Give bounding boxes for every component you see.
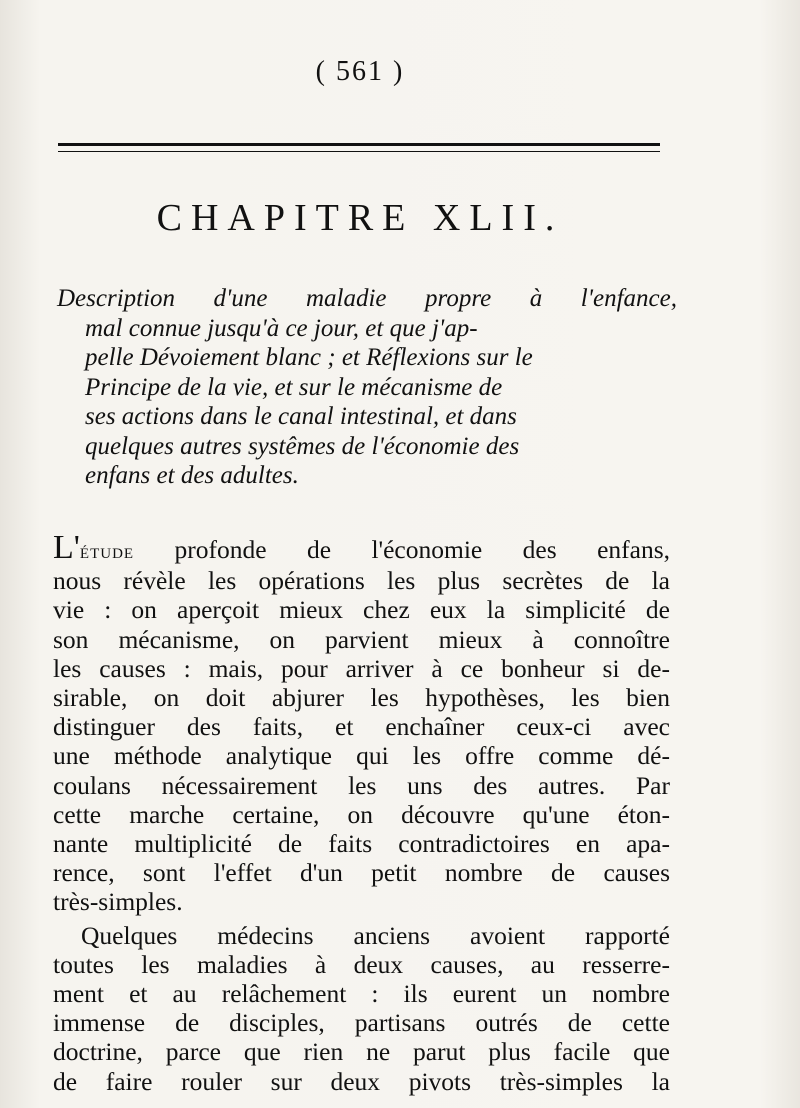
text-line: toutes les maladies à deux causes, au resserre-: [53, 949, 670, 979]
text-line: doctrine, parce que rien ne parut plus facile que: [53, 1037, 670, 1067]
text-line: une méthode analytique qui les offre comme dé-: [53, 741, 670, 771]
small-caps-word: étude: [79, 539, 135, 563]
subtitle-line: enfans et des adultes.: [85, 462, 299, 489]
chapter-title: CHAPITRE XLII.: [156, 197, 564, 239]
text-line: ment et au relâchement : ils eurent un nombre: [53, 979, 670, 1009]
text-line: très-simples.: [53, 887, 183, 917]
text-line: sirable, on doit abjurer les hypothèses, les bien: [53, 683, 670, 713]
chapter-subtitle: [57, 284, 677, 491]
text-line: coulans nécessairement les uns des autres. Par: [53, 770, 670, 800]
drop-cap: L': [53, 529, 80, 566]
paragraph-first-line: [53, 529, 670, 566]
subtitle-line: Principe de la vie, et sur le mécanisme de: [85, 373, 503, 401]
subtitle-line: Description d'une maladie propre à l'enfance,: [57, 285, 677, 312]
page-number: ( 561 ): [315, 56, 405, 87]
text-line: immense de disciples, partisans outrés de cette: [53, 1008, 670, 1038]
text-line: son mécanisme, on parvient mieux à connoître: [53, 624, 670, 654]
text-line: profonde de l'économie des enfans,: [134, 535, 670, 564]
subtitle-line: ses actions dans le canal intestinal, et dans: [85, 403, 517, 430]
body-text: [53, 529, 670, 1096]
text-line: Quelques médecins anciens avoient rapporté: [81, 920, 670, 950]
text-line: les causes : mais, pour arriver à ce bonheur si de-: [53, 653, 670, 683]
text-line: nous révèle les opérations les plus secrètes de la: [53, 566, 670, 596]
subtitle-line: mal connue jusqu'à ce jour, et que j'ap-: [85, 314, 478, 342]
text-line: nante multiplicité de faits contradictoires en apa-: [53, 829, 670, 859]
text-line: rence, sont l'effet d'un petit nombre de causes: [53, 858, 670, 888]
text-line: vie : on aperçoit mieux chez eux la simplicité de: [53, 595, 670, 625]
text-line: distinguer des faits, et enchaîner ceux-ci avec: [53, 712, 670, 742]
header-rule-thick: [58, 143, 660, 146]
subtitle-line: pelle Dévoiement blanc ; et Réflexions sur le: [85, 344, 533, 371]
text-line: de faire rouler sur deux pivots très-simples la: [53, 1066, 670, 1096]
subtitle-line: quelques autres systêmes de l'économie des: [85, 432, 520, 460]
text-line: cette marche certaine, on découvre qu'une éton-: [53, 799, 670, 829]
header-rule-thin: [58, 151, 660, 152]
